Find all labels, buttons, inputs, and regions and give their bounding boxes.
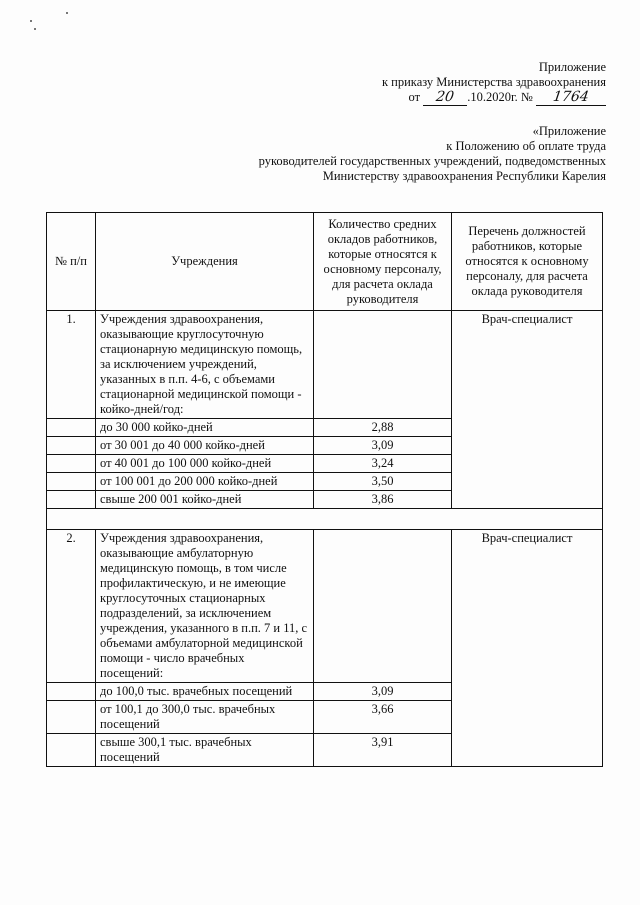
coefficient-value: 2,88: [314, 419, 452, 437]
section-position: Врач-специалист: [452, 530, 603, 767]
range-label: от 100,1 до 300,0 тыс. врачебных посещений: [96, 701, 314, 734]
scan-speck: [30, 20, 32, 22]
section-value-empty: [314, 530, 452, 683]
appendix-title: Приложение: [538, 60, 606, 74]
range-label: свыше 200 001 койко-дней: [96, 491, 314, 509]
spacer-cell: [47, 509, 603, 530]
salary-table: [46, 212, 603, 767]
header-institutions: Учреждения: [96, 213, 314, 311]
empty-cell: [47, 701, 96, 734]
coefficient-value: 3,91: [314, 734, 452, 767]
date-text: .10.2020г. №: [467, 90, 533, 104]
scan-speck: [66, 12, 68, 14]
empty-cell: [47, 734, 96, 767]
header-num: № п/п: [47, 213, 96, 311]
appendix-quote: «Приложение: [532, 124, 606, 138]
order-reference: к приказу Министерства здравоохранения: [381, 75, 606, 89]
section-row: [47, 530, 603, 683]
section-description: Учреждения здравоохранения, оказывающие амбулаторную медицинскую помощь, в том числе профилактическую, и не имеющие круглосуточных стационарных подразделений, за исключением учреждения, указанного в п.п. 7 и 11, с объемами амбулаторной медицинской помощи - число врачебных посещений:: [96, 530, 314, 683]
table-header-row: [47, 213, 603, 311]
header-positions: Перечень должностей работников, которые относятся к основному персоналу, для расчета оклада руководителя: [452, 213, 603, 311]
section-row: [47, 311, 603, 419]
spacer-row: [47, 509, 603, 530]
empty-cell: [47, 455, 96, 473]
coefficient-value: 3,50: [314, 473, 452, 491]
coefficient-value: 3,09: [314, 683, 452, 701]
regulation-header: [259, 124, 606, 184]
section-value-empty: [314, 311, 452, 419]
empty-cell: [47, 437, 96, 455]
regulation-title: к Положению об оплате труда: [446, 139, 606, 153]
handwritten-day: 20: [435, 89, 456, 105]
section-number: 2.: [47, 530, 96, 683]
empty-cell: [47, 683, 96, 701]
from-label: от: [408, 90, 421, 104]
order-header: [382, 60, 606, 106]
header-count: Количество средних окладов работников, которые относятся к основному персоналу, для расчета оклада руководителя: [314, 213, 452, 311]
range-label: от 100 001 до 200 000 койко-дней: [96, 473, 314, 491]
range-label: от 40 001 до 100 000 койко-дней: [96, 455, 314, 473]
range-label: до 30 000 койко-дней: [96, 419, 314, 437]
range-label: до 100,0 тыс. врачебных посещений: [96, 683, 314, 701]
coefficient-value: 3,66: [314, 701, 452, 734]
coefficient-value: 3,86: [314, 491, 452, 509]
empty-cell: [47, 473, 96, 491]
handwritten-number: 1764: [552, 89, 591, 105]
scan-speck: [34, 28, 36, 30]
coefficient-value: 3,09: [314, 437, 452, 455]
regulation-subtitle: руководителей государственных учреждений, подведомственных: [258, 154, 606, 168]
ministry-name: Министерству здравоохранения Республики Карелия: [322, 169, 606, 183]
section-description: Учреждения здравоохранения, оказывающие круглосуточную стационарную медицинскую помощь, за исключением учреждений, указанных в п.п. 4-6, с объемами стационарной медицинской помощи - койко-дней/год:: [96, 311, 314, 419]
order-date-line: [382, 90, 606, 106]
empty-cell: [47, 491, 96, 509]
coefficient-value: 3,24: [314, 455, 452, 473]
empty-cell: [47, 419, 96, 437]
section-position: Врач-специалист: [452, 311, 603, 509]
number-field: [536, 90, 606, 106]
range-label: свыше 300,1 тыс. врачебных посещений: [96, 734, 314, 767]
section-number: 1.: [47, 311, 96, 419]
range-label: от 30 001 до 40 000 койко-дней: [96, 437, 314, 455]
day-field: [423, 90, 467, 106]
